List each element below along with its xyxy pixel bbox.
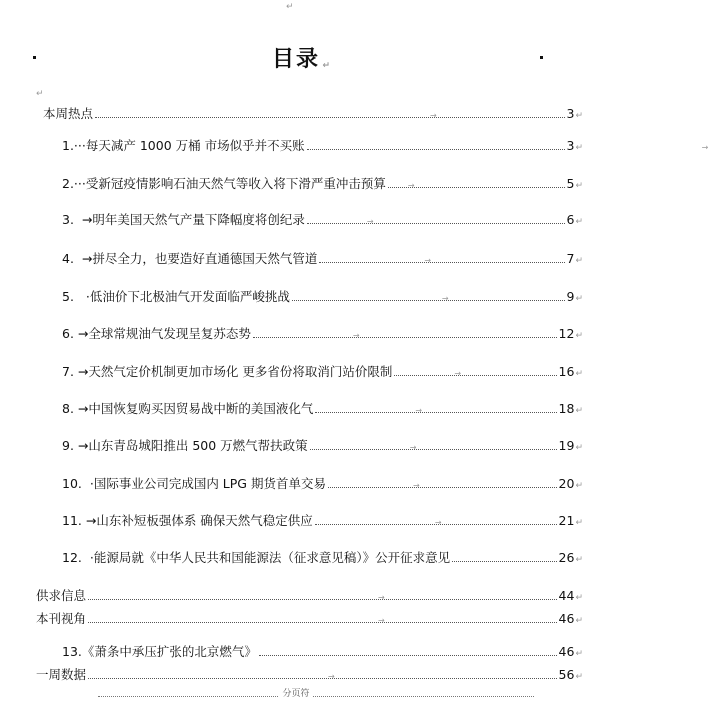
- dot-leader: [310, 443, 557, 452]
- page-number-text: 6: [566, 212, 575, 227]
- toc-entry-page-number: [559, 667, 583, 683]
- paragraph-mark: ↵: [575, 143, 583, 153]
- page-number-text: 7: [566, 251, 575, 266]
- dot-leader: [88, 672, 557, 681]
- paragraph-mark: ↵: [575, 593, 583, 603]
- toc-entry-number: 2.···: [62, 176, 86, 191]
- toc-entry-number: 7. →: [62, 364, 89, 379]
- paragraph-mark: ↵: [575, 518, 583, 528]
- paragraph-mark: ↵: [575, 111, 583, 121]
- page-number-text: 9: [566, 289, 575, 304]
- paragraph-mark: ↵: [575, 672, 583, 682]
- toc-entry-label: 全球常规油气发现呈复苏态势: [88, 326, 251, 341]
- page-number-text: 26: [558, 550, 575, 565]
- toc-entry[interactable]: [62, 511, 583, 529]
- page-number-text: 20: [558, 476, 575, 491]
- toc-entry-page-number: [559, 644, 583, 660]
- tab-mark: →: [430, 111, 437, 120]
- paragraph-mark: ↵: [575, 217, 583, 227]
- tab-mark: →: [328, 672, 335, 681]
- toc-entry-label: 国际事业公司完成国内 LPG 期货首单交易: [93, 476, 326, 491]
- page-break: [0, 686, 592, 699]
- toc-entry-number: 4. →: [62, 251, 93, 266]
- paragraph-mark: ↵: [575, 369, 583, 379]
- dot-leader: [88, 616, 557, 625]
- toc-entry-label: 《萧条中承压扩张的北京燃气》: [81, 644, 257, 659]
- toc-entry-page-number: [567, 138, 584, 154]
- dot-leader: [319, 256, 564, 265]
- paragraph-mark: ↵: [575, 331, 583, 341]
- toc-entry-label: 低油价下北极油气开发面临严峻挑战: [89, 289, 290, 304]
- toc-entry[interactable]: [62, 642, 583, 660]
- toc-entry-number: 8. →: [62, 401, 89, 416]
- toc-entry-page-number: [567, 212, 584, 228]
- toc-entry-number: 5. ·: [62, 289, 90, 304]
- paragraph-mark: ↵: [286, 2, 294, 12]
- paragraph-mark: ↵: [575, 555, 583, 565]
- dot-leader: [315, 406, 556, 415]
- toc-entry[interactable]: [62, 399, 583, 417]
- toc-entry-label: 受新冠疫情影响石油天然气等收入将下滑严重冲击预算: [85, 176, 386, 191]
- toc-entry-page-number: [559, 588, 583, 604]
- dot-leader: [452, 560, 556, 562]
- paragraph-mark: ↵: [322, 61, 332, 71]
- toc-entry[interactable]: [62, 324, 583, 342]
- toc-entry-number: 11. →: [62, 513, 97, 528]
- page-number-text: 16: [558, 364, 575, 379]
- toc-entry-label: 山东青岛城阳推出 500 万燃气帮扶政策: [88, 438, 308, 453]
- tab-mark: →: [409, 443, 417, 452]
- toc-entry-label: 每天减产 1000 万桶 市场似乎并不买账: [85, 138, 305, 153]
- toc-entry-page-number: [559, 401, 583, 417]
- tab-mark: →: [366, 217, 374, 226]
- page-number-text: 18: [558, 401, 575, 416]
- toc-entry-page-number: [559, 550, 583, 566]
- dot-leader: [292, 294, 565, 303]
- toc-entry[interactable]: [62, 548, 583, 566]
- toc-entry[interactable]: [62, 287, 583, 305]
- page-number-text: 3: [566, 138, 575, 153]
- toc-entry-page-number: [559, 364, 583, 380]
- toc-entry-label: 山东补短板强体系 确保天然气稳定供应: [96, 513, 313, 528]
- toc-entry[interactable]: [62, 210, 583, 228]
- paragraph-mark: ↵: [36, 89, 44, 99]
- toc-entry-number: 10. ·: [62, 476, 94, 491]
- toc-entry-label: 拼尽全力，也要造好直通德国天然气管道: [92, 251, 318, 266]
- tab-mark: →: [352, 331, 360, 340]
- toc-title-block: [0, 42, 592, 73]
- paragraph-mark: ↵: [575, 616, 583, 626]
- page-number-text: 19: [558, 438, 575, 453]
- toc-entry-label: 中国恢复购买因贸易战中断的美国液化气: [88, 401, 314, 416]
- toc-entry[interactable]: [43, 104, 583, 122]
- tab-mark: →: [701, 143, 708, 152]
- toc-entry[interactable]: [62, 436, 583, 454]
- toc-entry-number: 13.: [62, 644, 82, 659]
- toc-entry[interactable]: [62, 474, 583, 492]
- page-number-text: 21: [558, 513, 575, 528]
- toc-entry[interactable]: [36, 665, 583, 683]
- toc-entry[interactable]: [62, 362, 583, 380]
- page-number-text: 46: [558, 644, 575, 659]
- toc-entry-number: 6. →: [62, 326, 89, 341]
- paragraph-mark: ↵: [575, 443, 583, 453]
- paragraph-mark: ↵: [575, 256, 583, 266]
- toc-entry-page-number: [559, 326, 583, 342]
- paragraph-mark: ↵: [575, 406, 583, 416]
- dot-leader: [388, 181, 565, 190]
- toc-entry-number: 1.···: [62, 138, 86, 153]
- toc-entry-page-number: [559, 438, 583, 454]
- toc-entry-page-number: [559, 513, 583, 529]
- dot-leader: [253, 331, 557, 340]
- toc-entry-page-number: [559, 476, 583, 492]
- paragraph-mark: ↵: [575, 181, 583, 191]
- dot-leader: [95, 111, 564, 120]
- tab-mark: →: [412, 481, 420, 490]
- page-break-label: 分页符: [279, 689, 312, 699]
- dot-leader: [328, 481, 557, 490]
- tab-mark: →: [415, 406, 423, 415]
- toc-entry-label: 一周数据: [36, 667, 87, 682]
- dot-leader: [259, 654, 557, 656]
- paragraph-mark: ↵: [575, 481, 583, 491]
- toc-entry-number: 12. ·: [62, 550, 94, 565]
- toc-entry-label: 能源局就《中华人民共和国能源法（征求意见稿）》公开征求意见: [93, 550, 451, 565]
- toc-entry-page-number: [567, 106, 584, 122]
- toc-entry-label: 供求信息: [36, 588, 87, 603]
- paragraph-mark: ↵: [575, 649, 583, 659]
- toc-entry-page-number: [567, 251, 584, 267]
- toc-entry-number: 9. →: [62, 438, 89, 453]
- tab-mark: →: [434, 518, 442, 527]
- dot-leader: [88, 593, 557, 602]
- page-number-text: 46: [558, 611, 575, 626]
- toc-entry[interactable]: [62, 174, 583, 192]
- toc-entry[interactable]: [62, 249, 583, 267]
- page-number-text: 56: [558, 667, 575, 682]
- toc-entry[interactable]: [36, 586, 583, 604]
- dot-leader: [315, 518, 557, 527]
- tab-mark: →: [441, 294, 449, 303]
- tab-mark: →: [378, 593, 385, 602]
- toc-entry[interactable]: [62, 136, 708, 154]
- tab-mark: →: [407, 181, 415, 190]
- toc-entry-label: 本刊视角: [36, 611, 87, 626]
- toc-entry-page-number: [567, 176, 584, 192]
- toc-entry-number: 3. →: [62, 212, 93, 227]
- paragraph-mark: ↵: [575, 294, 583, 304]
- toc-entry-page-number: [567, 289, 584, 305]
- toc-entry[interactable]: [36, 609, 583, 627]
- dot-leader: [394, 369, 556, 378]
- toc-entry-page-number: [559, 611, 583, 627]
- page-number-text: 44: [558, 588, 575, 603]
- tab-mark: →: [378, 616, 385, 625]
- page-number-text: 5: [566, 176, 575, 191]
- tab-mark: →: [424, 256, 432, 265]
- dot-leader: [307, 143, 708, 152]
- dot-leader: [307, 217, 565, 226]
- page-number-text: 12: [558, 326, 575, 341]
- toc-entry-label: 明年美国天然气产量下降幅度将创纪录: [92, 212, 305, 227]
- page-number-text: 3: [566, 106, 575, 121]
- tab-mark: →: [454, 369, 462, 378]
- toc-entry-label: 天然气定价机制更加市场化 更多省份将取消门站价限制: [88, 364, 393, 379]
- toc-title: 目录: [271, 47, 320, 72]
- toc-entry-label: 本周热点: [43, 106, 94, 121]
